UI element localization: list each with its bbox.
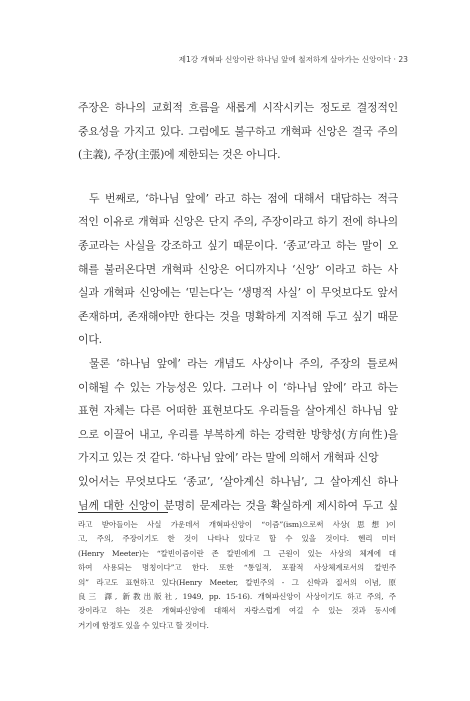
text-line: 주장은 하나의 교회적 흐름을 새롭게 시작시키는 정도로 결정적인 (78, 101, 398, 114)
text-line: 두 번째로, ‘하나님 앞에’ 라고 하는 점에 대해서 대답하는 적극 (89, 191, 398, 205)
text-line: 적인 이유로 개혁파 신앙은 단지 주의, 주장이라고 하기 전에 하나의 (78, 215, 398, 229)
footnote-line: (Henry Meeter)는 “칼빈이즘이란 존 칼빈에게 그 근원이 있는 사상의 체계에 대 (78, 548, 396, 558)
running-header: 제1강 개혁파 신앙이란 하나님 앞에 철저하게 살아가는 신앙이다 · 23 (178, 55, 408, 64)
paragraph (78, 187, 398, 352)
text-line: 님께 대한 신앙이 분명히 문제라는 것을 확실하게 제시하여 두고 싶 (78, 498, 398, 512)
text-line: 이해될 수 있는 가능성은 있다. 그러나 이 ‘하나님 앞에’ 라고 하는 (78, 380, 398, 394)
footnote-line: 라고 받아들이는 사실 가운데서 개혁파신앙이 “이즘”(ism)으로써 사상(思想)이 (78, 520, 396, 529)
text-line: 중요성을 가지고 있다. 그럼에도 불구하고 개혁파 신앙은 결국 주의 (78, 124, 398, 138)
footnote-line: 고, 주의, 주장이기도 한 것이 나타나 있다고 할 수 있을 것이다. 헨리 미터 (78, 534, 396, 544)
footnote-line: 의” 라고도 표현하고 있다(Henry Meeter, 칼빈주의 - 그 신학과 질서의 이념, 原 (78, 577, 396, 587)
text-line: 물론 ‘하나님 앞에’ 라는 개념도 사상이나 주의, 주장의 틀로써 (89, 356, 398, 370)
footnote-line: 거기에 함정도 있을 수 있다고 할 것이다. (78, 620, 209, 630)
footnote-line: 하여 사용되는 명칭이다”고 한다. 또한 “통일적, 포괄적 사상체계로서의 칼빈주 (78, 563, 396, 573)
body-text (78, 96, 398, 517)
text-line: 실과 개혁파 신앙에는 ‘믿는다’는 ‘생명적 사실’ 이 무엇보다도 앞서 (78, 286, 398, 300)
text-line: 있어서는 무엇보다도 ‘종교’, ‘살아계신 하나님’, 그 살아계신 하나 (78, 474, 398, 488)
text-line: 해를 불러온다면 개혁파 신앙은 어디까지나 ‘신앙’ 이라고 하는 사 (78, 262, 398, 276)
paragraph (78, 352, 398, 517)
text-line: 가지고 있는 것 같다. ‘하나님 앞에’ 라는 말에 의해서 개혁파 신앙 (78, 451, 379, 465)
footnote-line: 良三 譯, 新教出版社, 1949, pp. 15-16). 개혁파신앙이 사상이기도 하고 주의, 주 (78, 591, 396, 601)
text-line: 존재하며, 존재해야만 한다는 것을 명확하게 지적해 두고 싶기 때문 (78, 309, 398, 323)
footnote-line: 장이라고 하는 것은 개혁파신앙에 대해서 자랑스럽게 여길 수 있는 것과 동시에 (78, 606, 396, 616)
text-line: 표현 자체는 다른 어떠한 표현보다도 우리들을 살아계신 하나님 앞 (78, 404, 398, 418)
footnote (78, 518, 396, 633)
text-line: 으로 이끌어 내고, 우리를 부복하게 하는 강력한 방향성(方向性)을 (78, 427, 398, 441)
text-line: 종교라는 사실을 강조하고 싶기 때문이다. ‘종교’라고 하는 말이 오 (78, 238, 398, 252)
paragraph (78, 96, 398, 167)
footnote-divider (78, 512, 168, 513)
text-line: (主義), 주장(主張)에 제한되는 것은 아니다. (78, 148, 281, 162)
text-line: 이다. (78, 333, 102, 347)
